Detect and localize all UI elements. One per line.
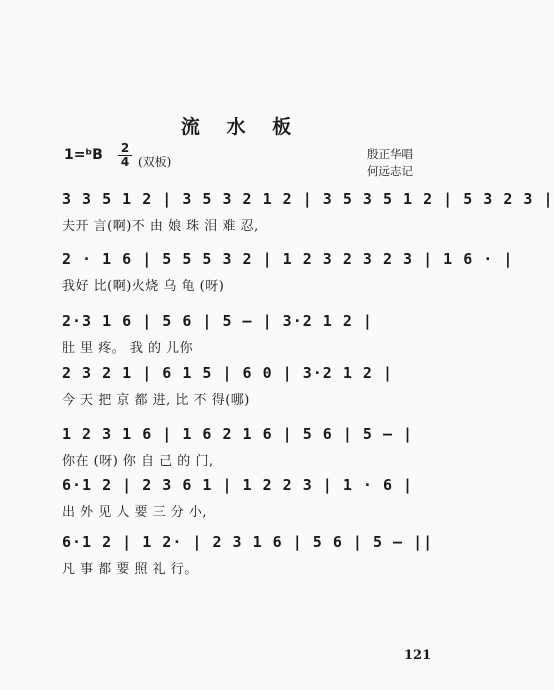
notation-line: 6·1 2 | 1 2· | 2 3 1 6 | 5 6 | 5 — ||	[62, 533, 434, 551]
key-signature: 1=ᵇB	[64, 147, 103, 163]
lyrics-line: 出 外 见 人 要 三 分 小,	[62, 505, 208, 520]
lyrics-line: 我好 比(啊)火烧 乌 龟 (呀)	[62, 279, 225, 294]
lyrics-line: 肚 里 疼。 我 的 儿你	[62, 341, 194, 356]
notation-line: 2 3 2 1 | 6 1 5 | 6 0 | 3·2 1 2 |	[62, 364, 394, 382]
score-row-4	[0, 364, 482, 424]
song-title: 流 水 板	[180, 116, 302, 138]
notation-line: 2 · 1 6 | 5 5 5 3 2 | 1 2 3 2 3 2 3 | 1 6 · |	[62, 250, 514, 268]
credit-singer: 殷正华唱	[367, 147, 413, 161]
notation-line: 3 3 5 1 2 | 3 5 3 2 1 2 | 3 5 3 5 1 2 | 5 3 2 3 |	[62, 190, 554, 208]
score-row-6	[0, 476, 482, 536]
notation-line: 6·1 2 | 2 3 6 1 | 1 2 2 3 | 1 · 6 |	[62, 476, 414, 494]
lyrics-line: 今 天 把 京 都 进, 比 不 得(哪)	[62, 393, 250, 408]
time-signature	[118, 143, 132, 168]
time-signature-bottom: 4	[120, 155, 130, 169]
lyrics-line: 夫开 言(啊)不 由 娘 珠 泪 难 忍,	[62, 219, 259, 234]
notation-line: 1 2 3 1 6 | 1 6 2 1 6 | 5 6 | 5 — |	[62, 425, 414, 443]
lyrics-line: 凡 事 都 要 照 礼 行。	[62, 562, 198, 577]
score-row-2	[0, 250, 514, 310]
score-row-7	[0, 533, 482, 593]
credit-transcriber: 何远志记	[367, 164, 413, 178]
time-signature-top: 2	[120, 141, 130, 155]
score-row-1	[0, 190, 554, 250]
page-number: 121	[404, 648, 432, 663]
score-row-3	[0, 312, 482, 372]
tempo-note: (双板)	[138, 155, 172, 169]
notation-line: 2·3 1 6 | 5 6 | 5 — | 3·2 1 2 |	[62, 312, 373, 330]
lyrics-line: 你在 (呀) 你 自 己 的 门,	[62, 454, 214, 469]
